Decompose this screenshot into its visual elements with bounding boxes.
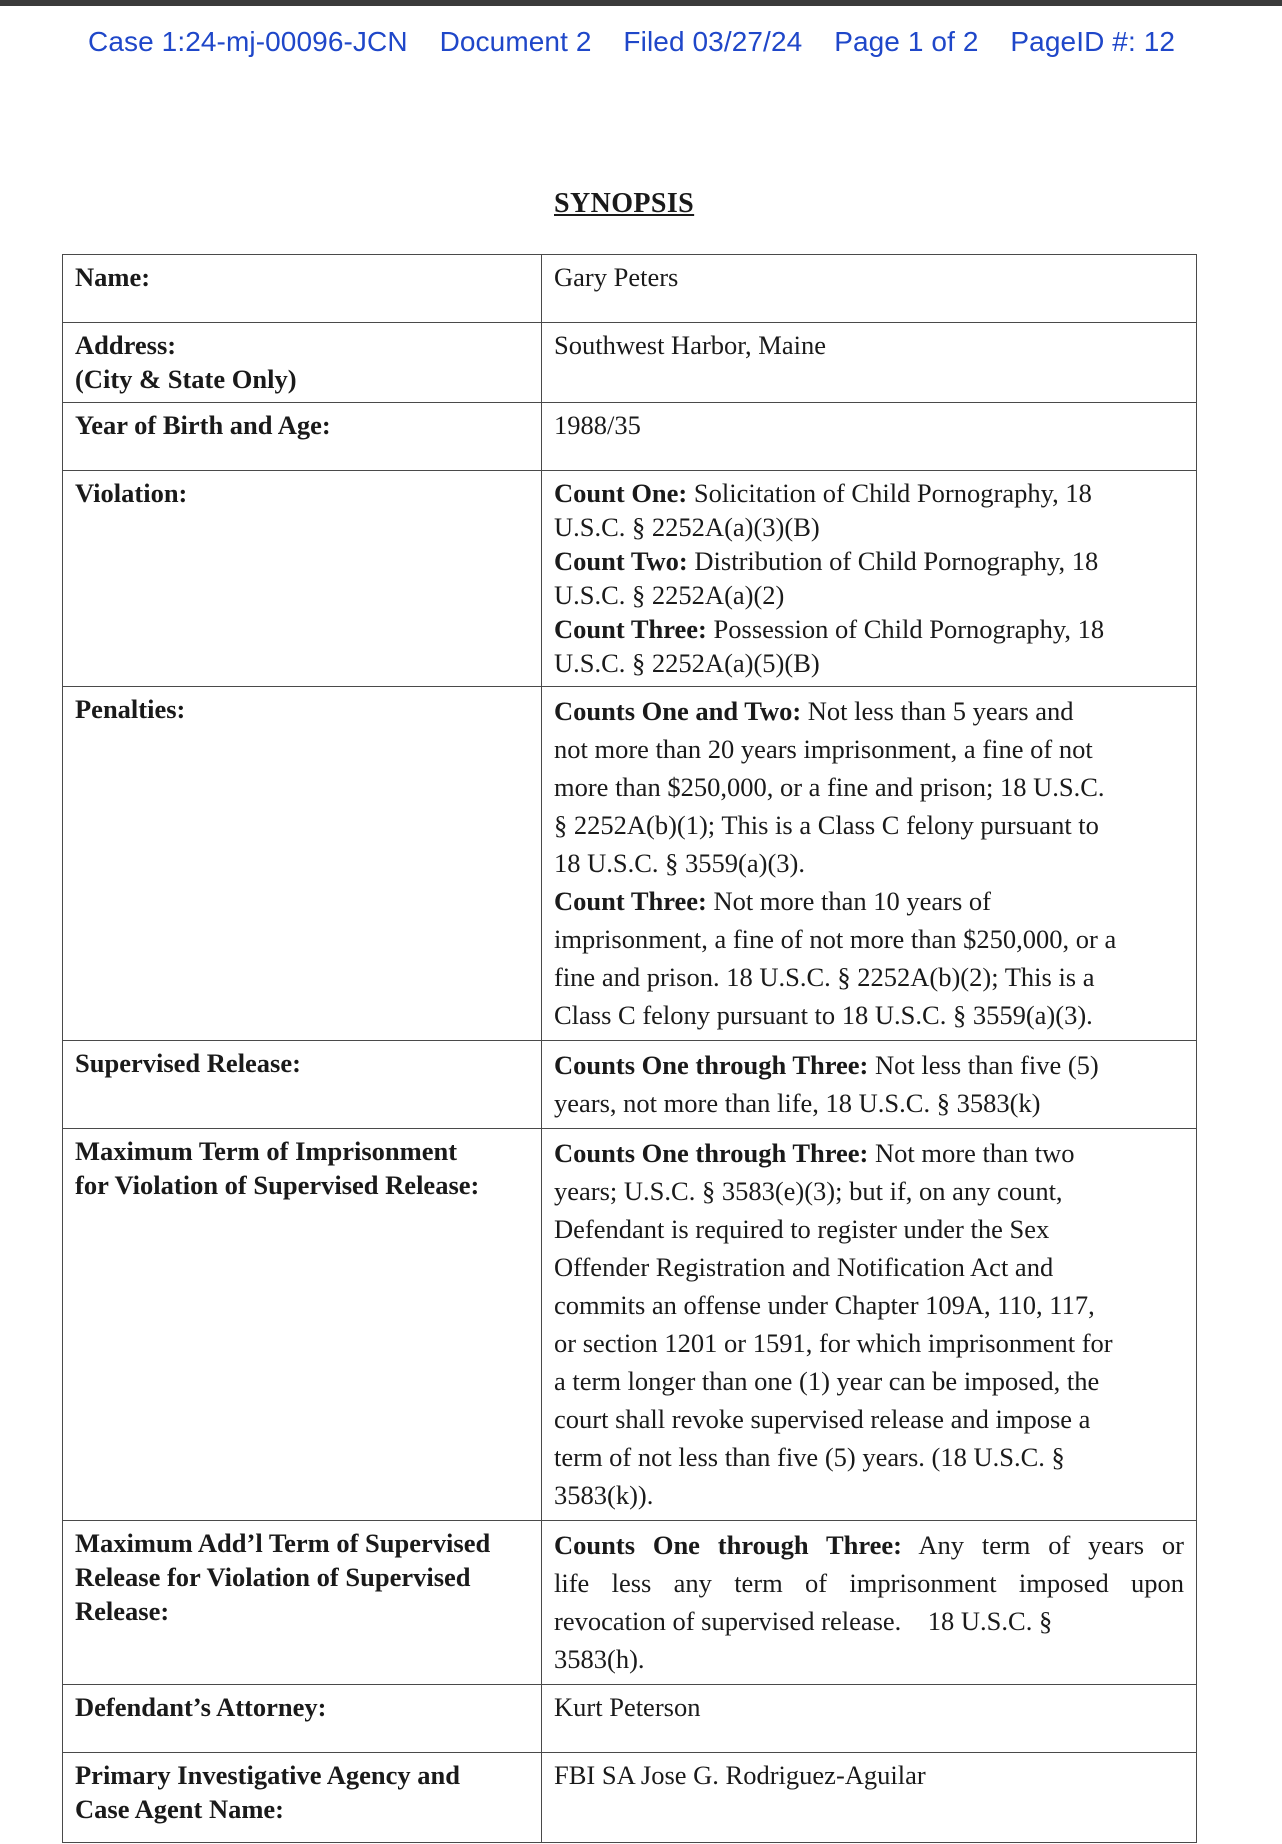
page-id: PageID #: 12 — [1010, 26, 1176, 57]
row-violation — [63, 471, 1197, 687]
synopsis-table — [62, 254, 1197, 1843]
agency-value: FBI SA Jose G. Rodriguez-Aguilar — [542, 1753, 1197, 1843]
agency-label: Primary Investigative Agency and Case Agent Name: — [63, 1753, 542, 1843]
row-attorney — [63, 1685, 1197, 1753]
row-name — [63, 255, 1197, 323]
penalties-value: Counts One and Two: Not less than 5 years and not more than 20 years imprisonment, a fine of not more than $250,000, or a fine and prison; 18 U.S.C. § 2252A(b)(1); This is a Class C felony pursuant to 18 U.S.C. § 3559(a)(3). Count Three: Not more than 10 years of imprisonment, a fine of not more than $250,000, or a fine and prison. 18 U.S.C. § 2252A(b)(2); This is a Class C felony pursuant to 18 U.S.C. § 3559(a)(3). — [542, 687, 1197, 1041]
penalties-label: Penalties: — [63, 687, 542, 1041]
document-number: Document 2 — [439, 26, 592, 57]
top-edge-bar — [0, 0, 1282, 6]
page-title: SYNOPSIS — [554, 188, 695, 219]
case-header — [88, 26, 1175, 58]
supervised-release-label: Supervised Release: — [63, 1041, 542, 1129]
address-label: Address: (City & State Only) — [63, 323, 542, 403]
attorney-label: Defendant’s Attorney: — [63, 1685, 542, 1753]
case-number: Case 1:24-mj-00096-JCN — [88, 26, 408, 57]
row-supervised-release — [63, 1041, 1197, 1129]
row-agency — [63, 1753, 1197, 1843]
address-value: Southwest Harbor, Maine — [542, 323, 1197, 403]
row-max-term — [63, 1129, 1197, 1521]
row-max-additional-term — [63, 1521, 1197, 1685]
yob-value: 1988/35 — [542, 403, 1197, 471]
name-value: Gary Peters — [542, 255, 1197, 323]
filed-date: Filed 03/27/24 — [623, 26, 803, 57]
max-additional-term-label: Maximum Add’l Term of Supervised Release for Violation of Supervised Release: — [63, 1521, 542, 1685]
supervised-release-value: Counts One through Three: Not less than five (5) years, not more than life, 18 U.S.C. § 3583(k) — [542, 1041, 1197, 1129]
max-additional-term-value: Counts One through Three: Any term of years or life less any term of imprisonment imposed upon revocation of supervised release. 18 U.S.C. § 3583(h). — [542, 1521, 1197, 1685]
attorney-value: Kurt Peterson — [542, 1685, 1197, 1753]
name-label: Name: — [63, 255, 542, 323]
row-year-of-birth — [63, 403, 1197, 471]
max-term-label: Maximum Term of Imprisonment for Violation of Supervised Release: — [63, 1129, 542, 1521]
max-term-value: Counts One through Three: Not more than two years; U.S.C. § 3583(e)(3); but if, on any count, Defendant is required to register under the Sex Offender Registration and Notification Act and commits an offense under Chapter 109A, 110, 117, or section 1201 or 1591, for which imprisonment for a term longer than one (1) year can be imposed, the court shall revoke supervised release and impose a term of not less than five (5) years. (18 U.S.C. § 3583(k)). — [542, 1129, 1197, 1521]
row-address — [63, 323, 1197, 403]
page-number: Page 1 of 2 — [834, 26, 979, 57]
yob-label: Year of Birth and Age: — [63, 403, 542, 471]
violation-value: Count One: Solicitation of Child Pornography, 18 U.S.C. § 2252A(a)(3)(B) Count Two: Distribution of Child Pornography, 18 U.S.C. § 2252A(a)(2) Count Three: Possession of Child Pornography, 18 U.S.C. § 2252A(a)(5)(B) — [542, 471, 1197, 687]
violation-label: Violation: — [63, 471, 542, 687]
row-penalties — [63, 687, 1197, 1041]
